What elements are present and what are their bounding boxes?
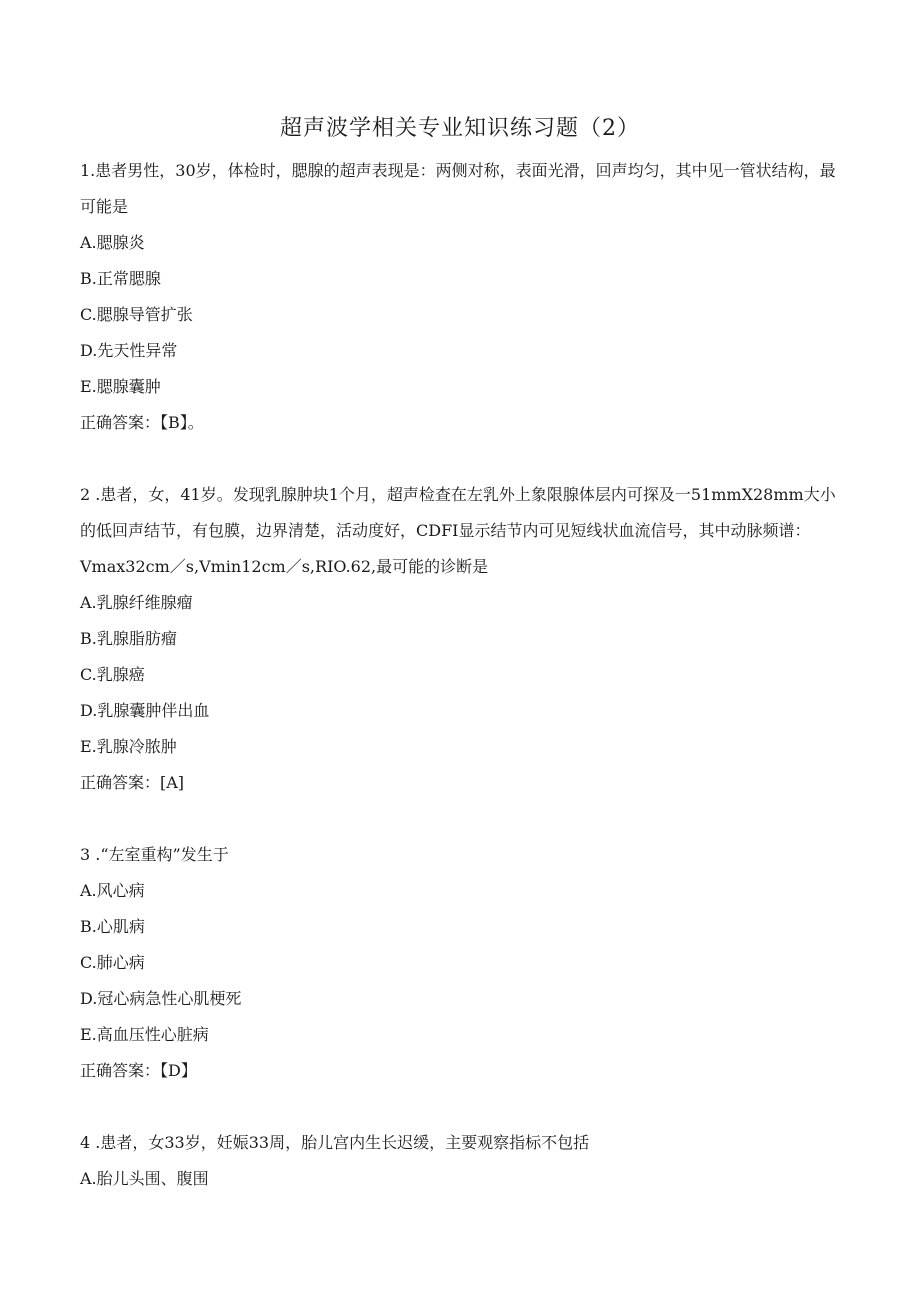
question-stem: 1.患者男性，30岁，体检时，腮腺的超声表现是：两侧对称，表面光滑，回声均匀，其中见一管状结构，最可能是 — [80, 161, 836, 216]
question-4 — [80, 1125, 840, 1197]
document-title: 超声波学相关专业知识练习题（2） — [280, 116, 640, 141]
option-e: E.高血压性心脏病 — [80, 1025, 209, 1044]
option-list — [80, 225, 840, 405]
question-2 — [80, 477, 840, 801]
option-d: D.冠心病急性心肌梗死 — [80, 989, 242, 1008]
option-c: C.腮腺导管扩张 — [80, 305, 193, 324]
option-d: D.乳腺囊肿伴出血 — [80, 701, 210, 720]
option-a: A.胎儿头围、腹围 — [80, 1169, 209, 1188]
option-b: B.乳腺脂肪瘤 — [80, 629, 177, 648]
option-list — [80, 1161, 840, 1197]
option-a: A.乳腺纤维腺瘤 — [80, 593, 193, 612]
correct-answer: 正确答案：[A] — [80, 773, 185, 792]
option-a: A.风心病 — [80, 881, 145, 900]
option-b: B.心肌病 — [80, 917, 145, 936]
option-b: B.正常腮腺 — [80, 269, 161, 288]
option-e: E.腮腺囊肿 — [80, 377, 161, 396]
option-list — [80, 873, 840, 1053]
question-list — [80, 153, 840, 1233]
option-c: C.乳腺癌 — [80, 665, 145, 684]
question-1 — [80, 153, 840, 441]
option-d: D.先天性异常 — [80, 341, 178, 360]
option-e: E.乳腺冷脓肿 — [80, 737, 177, 756]
option-c: C.肺心病 — [80, 953, 145, 972]
question-stem: 3 .“左室重构”发生于 — [80, 845, 229, 864]
question-stem: 4 .患者，女33岁，妊娠33周，胎儿宫内生长迟缓，主要观察指标不包括 — [80, 1133, 590, 1152]
correct-answer: 正确答案：【D】 — [80, 1061, 197, 1080]
option-list — [80, 585, 840, 765]
question-3 — [80, 837, 840, 1089]
correct-answer: 正确答案：【B】。 — [80, 413, 204, 432]
question-stem: 2 .患者，女，41岁。发现乳腺肿块1个月，超声检查在左乳外上象限腺体层内可探及一51mmX28mm大小的低回声结节，有包膜，边界清楚，活动度好，CDFI显示结节内可见短线状血流信号，其中动脉频谱：Vmax32cm／s,Vmin12cm／s,RIO.62,最可能的诊断是 — [80, 485, 836, 576]
option-a: A.腮腺炎 — [80, 233, 145, 252]
